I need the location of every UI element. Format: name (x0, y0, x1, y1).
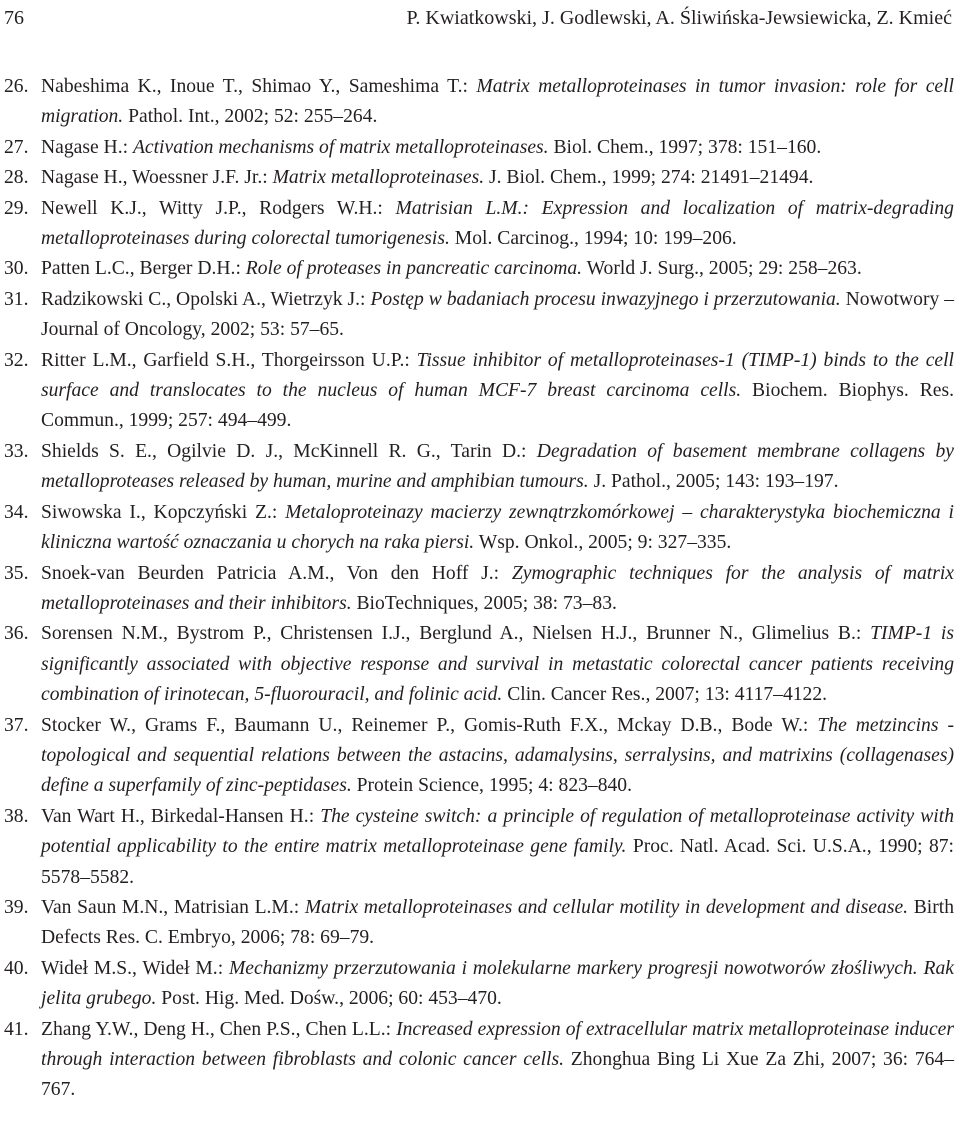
reference-item (4, 711, 954, 802)
reference-item (4, 285, 954, 346)
reference-item (4, 133, 954, 163)
reference-item (4, 559, 954, 620)
reference-item (4, 893, 954, 954)
reference-source: Wsp. Onkol., 2005; 9: 327–335. (474, 532, 732, 554)
reference-item (4, 498, 954, 559)
reference-authors: Ritter L.M., Garfield S.H., Thorgeirsson U.P.: (41, 349, 417, 371)
reference-number: 26. (4, 76, 29, 97)
reference-title: Mechanizmy przerzutowania i molekularne markery progresji nowotworów złośliwych. Rak jelita grubego. (41, 957, 955, 1010)
reference-title: Tissue inhibitor of metalloproteinases-1 (TIMP-1) binds to the cell surface and translocates to the nucleus of human MCF-7 breast carcinoma cells. (41, 349, 954, 402)
reference-number: 40. (4, 957, 29, 979)
header-authors: P. Kwiatkowski, J. Godlewski, A. Śliwińska-Jewsiewicka, Z. Kmieć (406, 7, 952, 29)
reference-authors: Stocker W., Grams F., Baumann U., Reinemer P., Gomis-Ruth F.X., Mckay D.B., Bode W.: (41, 714, 818, 736)
reference-title: Degradation of basement membrane collagens by metalloproteases released by human, murine and amphibian tumours. (41, 440, 954, 493)
reference-number: 35. (4, 562, 29, 584)
reference-number: 39. (4, 896, 29, 918)
reference-source: World J. Surg., 2005; 29: 258–263. (582, 258, 862, 280)
reference-title: Role of proteases in pancreatic carcinoma. (245, 258, 583, 280)
running-header (4, 0, 952, 36)
reference-authors: Van Saun M.N., Matrisian L.M.: (41, 896, 305, 918)
reference-number: 29. (4, 197, 29, 219)
reference-authors: Patten L.C., Berger D.H.: (41, 258, 246, 280)
reference-title: Matrisian L.M.: Expression and localization of matrix-degrading metalloproteinases during colorectal tumorigenesis. (41, 197, 954, 250)
reference-source: J. Pathol., 2005; 143: 193–197. (588, 471, 839, 493)
reference-number: 41. (4, 1018, 29, 1040)
reference-authors: Siwowska I., Kopczyński Z.: (41, 501, 286, 523)
reference-title: Matrix metalloproteinases. (272, 167, 485, 189)
reference-title: Metaloproteinazy macierzy zewnątrzkomórkowej – charakterystyka biochemiczna i kliniczna wartość oznaczania u chorych na raka piersi. (41, 501, 954, 554)
reference-source: Clin. Cancer Res., 2007; 13: 4117–4122. (502, 684, 828, 706)
reference-source: Biochem. Biophys. Res. Commun., 1999; 257: 494–499. (41, 380, 954, 432)
reference-number: 34. (4, 501, 29, 523)
reference-source: Biol. Chem., 1997; 378: 151–160. (548, 136, 822, 158)
reference-source: BioTechniques, 2005; 38: 73–83. (351, 592, 617, 614)
reference-title: The cysteine switch: a principle of regulation of metalloproteinase activity with potential applicability to the entire matrix metalloproteinase gene family. (41, 805, 954, 858)
reference-number: 27. (4, 136, 29, 158)
reference-authors: Nagase H.: (41, 136, 133, 158)
reference-title: Zymographic techniques for the analysis of matrix metalloproteinases and their inhibitors. (41, 562, 954, 614)
reference-source: Zhonghua Bing Li Xue Za Zhi, 2007; 36: 764–767. (41, 1049, 955, 1101)
reference-number: 30. (4, 258, 29, 280)
reference-source: J. Biol. Chem., 1999; 274: 21491–21494. (484, 167, 814, 189)
reference-item (4, 619, 954, 710)
reference-item (4, 194, 954, 255)
reference-source: Pathol. Int., 2002; 52: 255–264. (123, 106, 378, 128)
reference-item (4, 437, 954, 498)
reference-authors: Sorensen N.M., Bystrom P., Christensen I.J., Berglund A., Nielsen H.J., Brunner N., Glimelius B.: (41, 623, 871, 645)
reference-authors: Van Wart H., Birkedal-Hansen H.: (41, 805, 321, 827)
reference-authors: Newell K.J., Witty J.P., Rodgers W.H.: (41, 197, 396, 219)
reference-item (4, 346, 954, 437)
reference-item (4, 163, 954, 193)
reference-authors: Wideł M.S., Wideł M.: (41, 957, 229, 979)
reference-number: 37. (4, 714, 29, 736)
page-number: 76 (4, 7, 24, 29)
reference-item (4, 802, 954, 893)
reference-authors: Nabeshima K., Inoue T., Shimao Y., Sameshima T.: (41, 76, 477, 97)
reference-title: Increased expression of extracellular matrix metalloproteinase inducer through interaction between fibroblasts and colonic cancer cells. (41, 1018, 954, 1070)
reference-source: Proc. Natl. Acad. Sci. U.S.A., 1990; 87: 5578–5582. (41, 836, 954, 888)
reference-authors: Zhang Y.W., Deng H., Chen P.S., Chen L.L.: (41, 1018, 397, 1040)
reference-item (4, 254, 954, 284)
reference-title: Matrix metalloproteinases in tumor invasion: role for cell migration. (41, 76, 954, 128)
reference-authors: Radzikowski C., Opolski A., Wietrzyk J.: (41, 288, 371, 310)
reference-item (4, 72, 954, 133)
reference-authors: Nagase H., Woessner J.F. Jr.: (41, 167, 273, 189)
reference-authors: Shields S. E., Ogilvie D. J., McKinnell R. G., Tarin D.: (41, 440, 537, 462)
reference-number: 28. (4, 167, 29, 189)
reference-source: Post. Hig. Med. Dośw., 2006; 60: 453–470. (156, 988, 502, 1010)
reference-title: Activation mechanisms of matrix metalloproteinases. (132, 136, 549, 158)
reference-item (4, 954, 954, 1015)
reference-list (4, 72, 954, 1106)
reference-source: Birth Defects Res. C. Embryo, 2006; 78: 69–79. (41, 896, 954, 949)
reference-title: The metzincins - topological and sequential relations between the astacins, adamalysins, serralysins, and matrixins (collagenases) define a superfamily of zinc-peptidases. (41, 714, 954, 797)
reference-number: 33. (4, 440, 29, 462)
reference-source: Mol. Carcinog., 1994; 10: 199–206. (449, 228, 737, 250)
reference-title: Matrix metalloproteinases and cellular motility in development and disease. (304, 896, 909, 918)
reference-number: 36. (4, 623, 29, 645)
reference-source: Protein Science, 1995; 4: 823–840. (351, 775, 632, 797)
reference-number: 32. (4, 349, 29, 371)
reference-title: Postęp w badaniach procesu inwazyjnego i przerzutowania. (370, 288, 841, 310)
reference-source: Nowotwory – Journal of Oncology, 2002; 53: 57–65. (41, 288, 954, 341)
reference-item (4, 1015, 954, 1106)
reference-number: 38. (4, 805, 29, 827)
reference-title: TIMP-1 is significantly associated with objective response and survival in metastatic colorectal cancer patients receiving combination of irinotecan, 5-fluorouracil, and folinic acid. (41, 623, 954, 706)
reference-number: 31. (4, 288, 29, 310)
reference-authors: Snoek-van Beurden Patricia A.M., Von den Hoff J.: (41, 562, 512, 584)
